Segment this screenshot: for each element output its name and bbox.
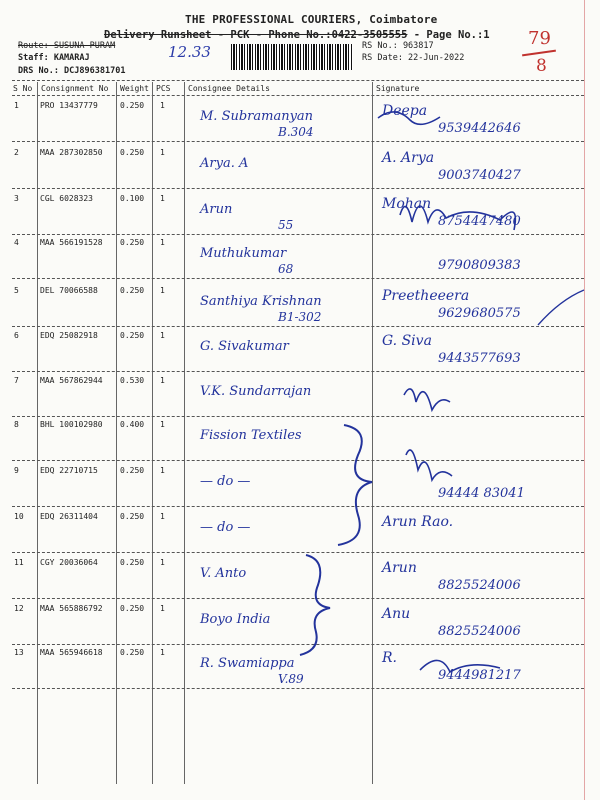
signature-phone: 9443577693 (438, 351, 521, 366)
bracket-mark (338, 425, 372, 545)
consignee-name: — do — (200, 520, 251, 535)
consignee-detail: 55 (278, 218, 294, 232)
row-consignment-no: PRO 13437779 (40, 101, 98, 110)
signature-phone: 9629680575 (438, 306, 521, 321)
rs-number: RS No.: 963817 (362, 41, 434, 51)
row-consignment-no: BHL 100102980 (40, 420, 103, 429)
row-weight: 0.250 (120, 512, 145, 521)
row-consignment-no: MAA 565946618 (40, 648, 103, 657)
signature-name: Preetheeera (382, 288, 470, 304)
consignee-name: V. Anto (200, 566, 247, 581)
row-sno: 10 (14, 512, 24, 521)
row-consignment-no: EDQ 22710715 (40, 466, 98, 475)
signature-phone: 8754447480 (438, 214, 521, 229)
consignee-name: — do — (200, 474, 251, 489)
row-weight: 0.400 (120, 420, 145, 429)
signature-name: R. (382, 650, 397, 666)
row-pcs: 1 (160, 512, 165, 521)
col-weight: Weight (120, 84, 149, 93)
row-pcs: 1 (160, 194, 165, 203)
consignee-name: V.K. Sundarrajan (200, 384, 312, 399)
signature-phone: 9444981217 (438, 668, 521, 683)
row-sno: 8 (14, 420, 19, 429)
row-pcs: 1 (160, 101, 165, 110)
staff-label: Staff: KAMARAJ (18, 53, 90, 63)
col-consignee: Consignee Details (188, 84, 270, 93)
row-sno: 11 (14, 558, 24, 567)
row-consignment-no: EDQ 25082918 (40, 331, 98, 340)
row-pcs: 1 (160, 604, 165, 613)
row-sno: 2 (14, 148, 19, 157)
signature-name: Deepa (382, 103, 428, 119)
row-consignment-no: CGL 6028323 (40, 194, 93, 203)
row-weight: 0.100 (120, 194, 145, 203)
consignee-name: Arun (200, 202, 233, 217)
row-weight: 0.250 (120, 238, 145, 247)
row-consignment-no: MAA 566191528 (40, 238, 103, 247)
row-weight: 0.250 (120, 286, 145, 295)
row-pcs: 1 (160, 331, 165, 340)
signature-phone: 9539442646 (438, 121, 521, 136)
row-pcs: 1 (160, 238, 165, 247)
row-weight: 0.250 (120, 558, 145, 567)
row-weight: 0.530 (120, 376, 145, 385)
route-label: Route: SUSUNA PURAM (18, 41, 116, 51)
handwritten-fraction-bottom: 8 (536, 56, 547, 76)
signature-name: Anu (382, 606, 411, 622)
bracket-mark (300, 555, 330, 655)
col-sno: S No (13, 84, 33, 93)
row-sno: 9 (14, 466, 19, 475)
drs-label: DRS No.: DCJ896381701 (18, 66, 126, 76)
signature-phone: 8825524006 (438, 624, 521, 639)
rs-date: RS Date: 22-Jun-2022 (362, 53, 465, 63)
row-sno: 4 (14, 238, 19, 247)
row-weight: 0.250 (120, 148, 145, 157)
row-consignment-no: MAA 287302850 (40, 148, 103, 157)
row-pcs: 1 (160, 286, 165, 295)
row-weight: 0.250 (120, 604, 145, 613)
signature-phone: 9790809383 (438, 258, 521, 273)
row-consignment-no: MAA 565886792 (40, 604, 103, 613)
consignee-name: R. Swamiappa (200, 656, 295, 671)
subtitle-page: - Page No.:1 (407, 29, 490, 41)
row-weight: 0.250 (120, 648, 145, 657)
row-consignment-no: MAA 567862944 (40, 376, 103, 385)
col-pcs: PCS (156, 84, 171, 93)
consignee-name: G. Sivakumar (200, 339, 289, 354)
row-pcs: 1 (160, 420, 165, 429)
signature-scribble (400, 206, 515, 230)
row-pcs: 1 (160, 558, 165, 567)
row-sno: 13 (14, 648, 24, 657)
subtitle-struck: Delivery Runsheet - PCK - Phone No.:0422-3505555 (104, 29, 408, 41)
consignee-detail: B.304 (278, 125, 314, 139)
company-title: THE PROFESSIONAL COURIERS, Coimbatore (185, 13, 438, 26)
consignee-detail: 68 (278, 262, 294, 276)
row-consignment-no: CGY 20036064 (40, 558, 98, 567)
row-pcs: 1 (160, 466, 165, 475)
signature-phone: 94444 83041 (438, 486, 525, 501)
row-sno: 7 (14, 376, 19, 385)
consignee-name: Fission Textiles (200, 428, 302, 443)
consignee-name: Arya. A (200, 156, 249, 171)
row-weight: 0.250 (120, 331, 145, 340)
col-consignment: Consignment No (41, 84, 109, 93)
consignee-detail: B1-302 (278, 310, 322, 324)
signature-scribble (378, 112, 440, 124)
signature-name: A. Arya (382, 150, 435, 166)
consignee-name: Boyo India (200, 612, 271, 627)
col-signature: Signature (376, 84, 420, 93)
row-sno: 5 (14, 286, 19, 295)
row-sno: 1 (14, 101, 19, 110)
consignee-name: M. Subramanyan (200, 109, 314, 124)
row-consignment-no: EDQ 26311404 (40, 512, 98, 521)
handwritten-fraction-top: 79 (528, 28, 551, 49)
consignee-name: Muthukumar (200, 246, 287, 261)
signature-name: G. Siva (382, 333, 432, 349)
signature-phone: 8825524006 (438, 578, 521, 593)
consignee-detail: V.89 (278, 672, 304, 686)
row-sno: 12 (14, 604, 24, 613)
row-weight: 0.250 (120, 466, 145, 475)
row-sno: 3 (14, 194, 19, 203)
signature-scribble (420, 660, 500, 672)
row-pcs: 1 (160, 148, 165, 157)
signature-scribble (404, 389, 450, 410)
signature-name: Arun Rao. (382, 514, 454, 530)
signature-scribble (406, 450, 452, 480)
pen-stroke (538, 290, 584, 325)
signature-name: Arun (382, 560, 417, 576)
row-pcs: 1 (160, 648, 165, 657)
row-weight: 0.250 (120, 101, 145, 110)
consignee-name: Santhiya Krishnan (200, 294, 322, 309)
handwritten-time: 12.33 (168, 43, 211, 61)
row-consignment-no: DEL 70066588 (40, 286, 98, 295)
signature-phone: 9003740427 (438, 168, 521, 183)
signature-name: Mohan (382, 196, 432, 212)
row-pcs: 1 (160, 376, 165, 385)
row-sno: 6 (14, 331, 19, 340)
